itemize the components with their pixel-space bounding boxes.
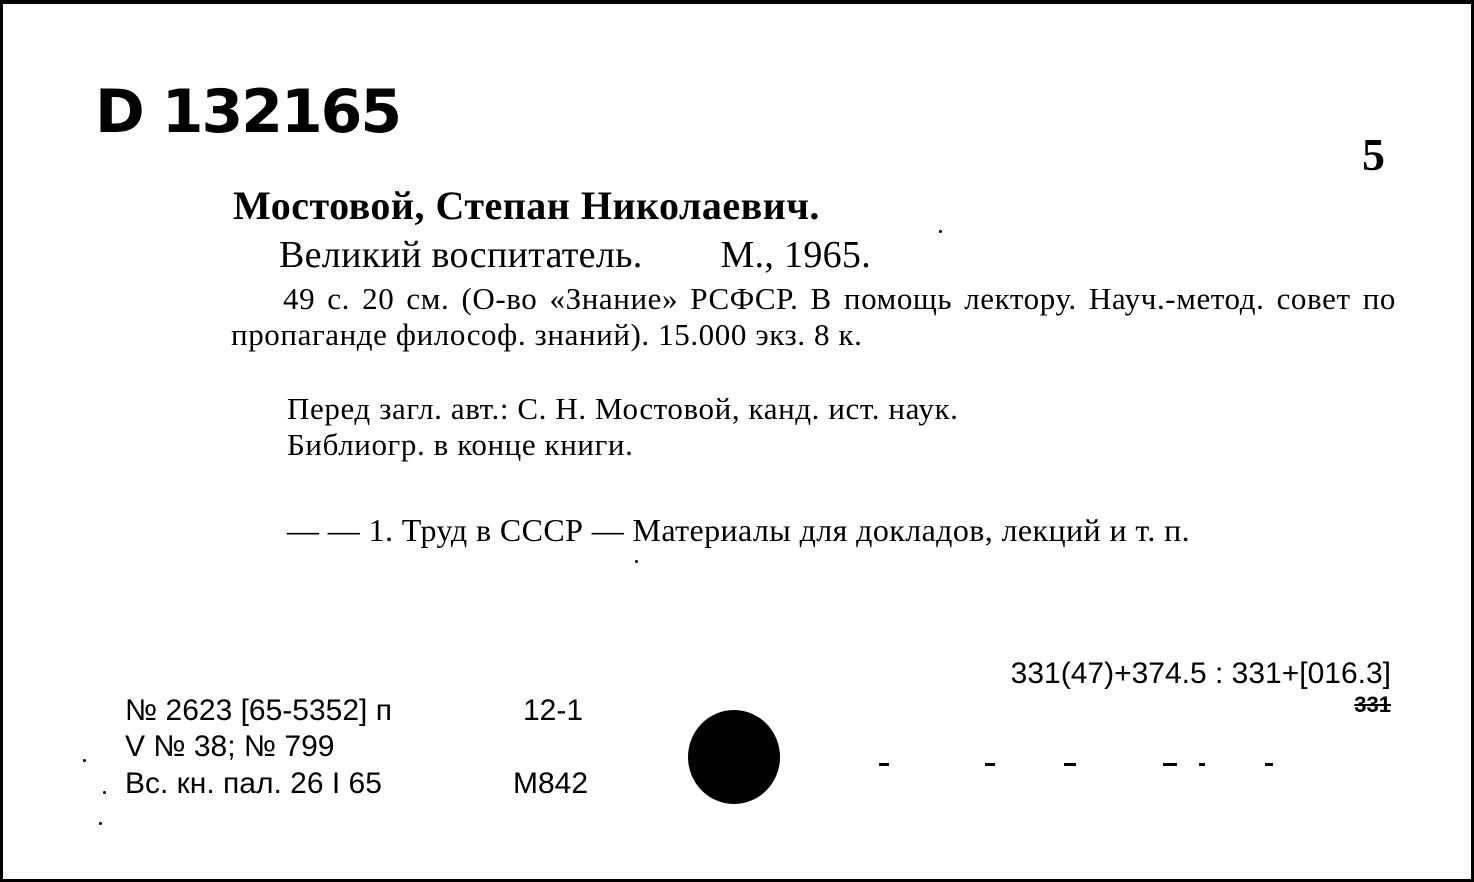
dash-mark [985, 763, 995, 766]
dash-mark [879, 763, 889, 766]
title-line [279, 236, 871, 274]
ink-speck [99, 822, 102, 825]
chronicle-reference: V № 38; № 799 [125, 730, 335, 763]
author-heading: Мостовой, Степан Николаевич. [233, 183, 820, 228]
ink-speck [635, 560, 638, 563]
bibliography-note: Библиогр. в конце книги. [287, 427, 634, 462]
physical-description: 49 с. 20 см. (О-во «Знание» РСФСР. В помощь лектору. Науч.-метод. совет по пропаганде философ. знаний). 15.000 экз. 8 к. [231, 281, 1396, 352]
record-code: 12-1 [523, 694, 584, 727]
punch-hole [688, 710, 780, 804]
imprint: М., 1965. [720, 234, 872, 276]
book-chamber-reference: Вс. кн. пал. 26 I 65 [125, 767, 382, 800]
order-code: М842 [513, 767, 589, 800]
book-title: Великий воспитатель. [279, 234, 643, 276]
dash-mark [1064, 763, 1076, 766]
author-note: Перед загл. авт.: С. Н. Мостовой, канд. ист. наук. [287, 391, 959, 426]
struck-classification: 331 [1354, 692, 1391, 717]
ink-speck [939, 230, 942, 233]
dash-mark [1199, 763, 1205, 766]
card-number: 5 [1362, 129, 1385, 180]
dash-mark [1265, 763, 1273, 766]
ink-speck [103, 791, 106, 794]
dash-mark [1163, 763, 1177, 766]
record-number: № 2623 [65-5352] п [125, 694, 392, 727]
handwritten-inventory-number: D 132165 [95, 77, 401, 147]
ink-speck [83, 759, 86, 762]
subject-heading: — — 1. Труд в СССР — Материалы для докладов, лекций и т. п. [287, 512, 1191, 548]
classification-index: 331(47)+374.5 : 331+[016.3] [1010, 657, 1391, 690]
